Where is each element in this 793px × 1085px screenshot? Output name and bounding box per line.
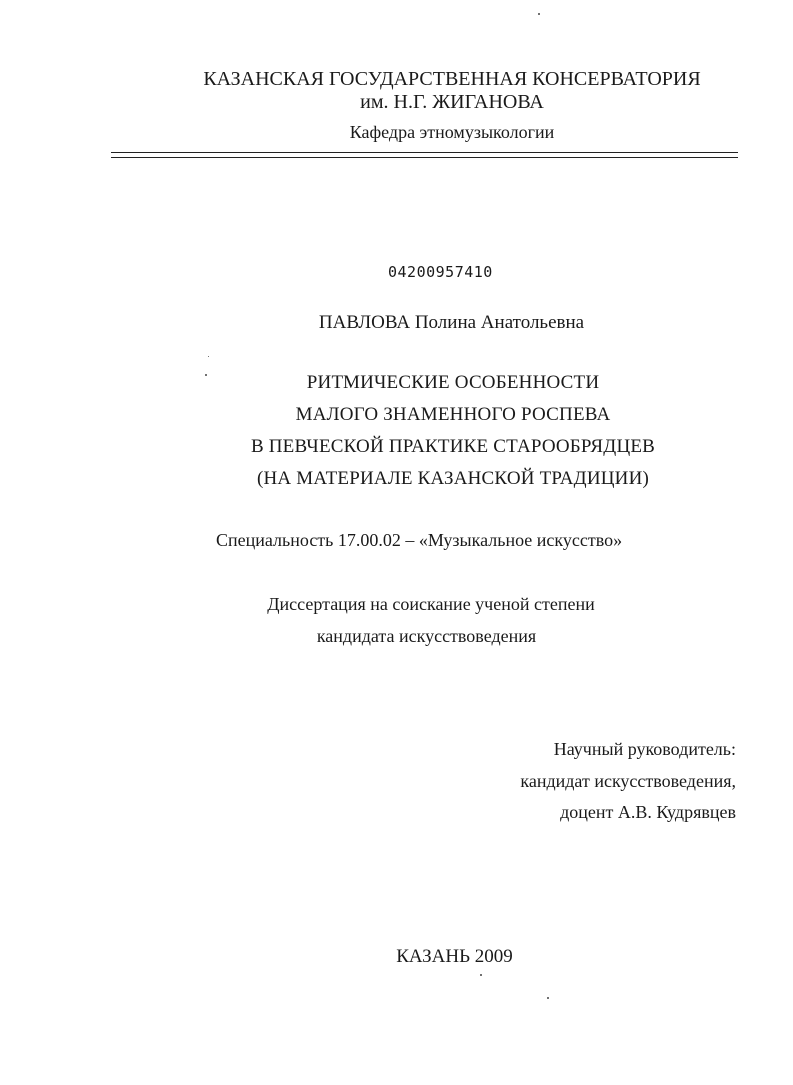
degree-statement-line: Диссертация на соискание ученой степени (267, 594, 595, 614)
specialty: Специальность 17.00.02 – «Музыкальное искусство» (216, 530, 623, 550)
institution-name: КАЗАНСКАЯ ГОСУДАРСТВЕННАЯ КОНСЕРВАТОРИЯ (203, 68, 701, 90)
thesis-title-line: (НА МАТЕРИАЛЕ КАЗАНСКОЙ ТРАДИЦИИ) (256, 468, 650, 489)
thesis-title-line: РИТМИЧЕСКИЕ ОСОБЕННОСТИ (306, 372, 600, 393)
advisor-degree: кандидат искусствоведения, (520, 771, 736, 791)
scan-speck (538, 13, 540, 15)
document-id-stamp: 04200957410 (388, 263, 493, 281)
advisor-label: Научный руководитель: (553, 739, 736, 759)
thesis-title-line: МАЛОГО ЗНАМЕННОГО РОСПЕВА (295, 404, 611, 425)
thesis-title-line: В ПЕВЧЕСКОЙ ПРАКТИКЕ СТАРООБРЯДЦЕВ (250, 436, 656, 457)
degree-statement-line: кандидата искусствоведения (316, 626, 537, 646)
scan-speck (547, 997, 549, 999)
advisor-name: доцент А.В. Кудрявцев (560, 802, 736, 822)
header-divider-top (111, 152, 738, 153)
author-name: ПАВЛОВА Полина Анатольевна (318, 312, 585, 333)
scan-speck (480, 974, 482, 976)
institution-name-suffix: им. Н.Г. ЖИГАНОВА (360, 91, 544, 113)
scan-speck (205, 374, 207, 376)
scan-speck (208, 356, 209, 357)
header-divider-bottom (111, 157, 738, 158)
city-year: КАЗАНЬ 2009 (396, 946, 513, 967)
department-name: Кафедра этномузыкологии (349, 122, 555, 142)
